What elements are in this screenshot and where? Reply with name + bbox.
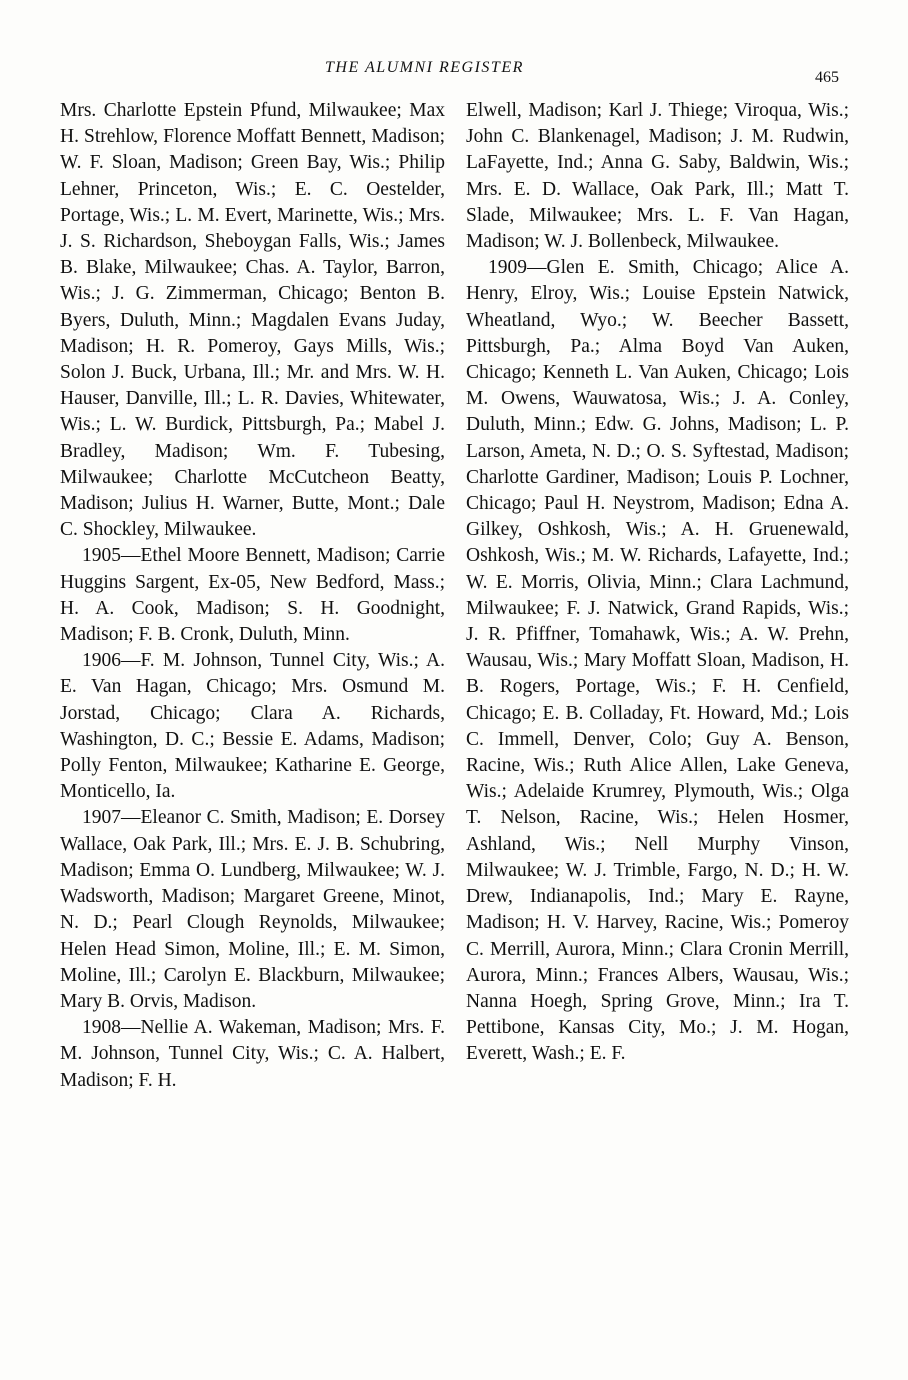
page-header [0,55,908,95]
paragraph-1907: 1907—Eleanor C. Smith, Madison; E. Dorsey Wallace, Oak Park, Ill.; Mrs. E. J. B. Schubring, Madison; Emma O. Lundberg, Milwaukee; W. J. Wadsworth, Madison; Margaret Greene, Minot, N. D.; Pearl Clough Reynolds, Milwaukee; Helen Head Simon, Moline, Ill.; E. M. Simon, Moline, Ill.; Carolyn E. Blackburn, Milwaukee; Mary B. Orvis, Madison. [60,807,445,1012]
paragraph-1906: 1906—F. M. Johnson, Tunnel City, Wis.; A. E. Van Hagan, Chicago; Mrs. Osmund M. Jorstad, Chicago; Clara A. Richards, Washington, D. C.; Bessie E. Adams, Madison; Polly Fenton, Milwaukee; Katharine E. George, Monticello, Ia. [60,650,445,803]
paragraph: Elwell, Madison; Karl J. Thiege; Viroqua, Wis.; John C. Blankenagel, Madison; J. M. Rudwin, LaFayette, Ind.; Anna G. Saby, Baldwin, Wis.; Mrs. E. D. Wallace, Oak Park, Ill.; Matt T. Slade, Milwaukee; Mrs. L. F. Van Hagan, Madison; W. J. Bollenbeck, Milwaukee. [466,100,849,253]
page-number: 465 [815,69,839,86]
paragraph-1908: 1908—Nellie A. Wakeman, Madison; Mrs. F. M. Johnson, Tunnel City, Wis.; C. A. Halbert, Madison; F. H. [60,1017,445,1091]
right-column [466,98,849,1068]
paragraph: Mrs. Charlotte Epstein Pfund, Milwaukee; Max H. Strehlow, Florence Moffatt Bennett, Madison; W. F. Sloan, Madison; Green Bay, Wis.; Philip Lehner, Princeton, Wis.; E. C. Oestelder, Portage, Wis.; L. M. Evert, Marinette, Wis.; Mrs. J. S. Richardson, Sheboygan Falls, Wis.; James B. Blake, Milwaukee; Chas. A. Taylor, Barron, Wis.; J. G. Zimmerman, Chicago; Benton B. Byers, Duluth, Minn.; Magdalen Evans Juday, Madison; H. R. Pomeroy, Gays Mills, Wis.; Solon J. Buck, Urbana, Ill.; Mr. and Mrs. W. H. Hauser, Danville, Ill.; L. R. Davies, Whitewater, Wis.; L. W. Burdick, Pittsburgh, Pa.; Mabel J. Bradley, Madison; Wm. F. Tubesing, Milwaukee; Charlotte McCutcheon Beatty, Madison; Julius H. Warner, Butte, Mont.; Dale C. Shockley, Milwaukee. [60,100,445,541]
left-column [60,98,445,1094]
paragraph-1905: 1905—Ethel Moore Bennett, Madison; Carrie Huggins Sargent, Ex-05, New Bedford, Mass.; H. A. Cook, Madison; S. H. Goodnight, Madison; F. B. Cronk, Duluth, Minn. [60,545,445,646]
running-title: THE ALUMNI REGISTER [325,59,524,76]
paragraph-1909: 1909—Glen E. Smith, Chicago; Alice A. Henry, Elroy, Wis.; Louise Epstein Natwick, Wheatland, Wyo.; W. Beecher Bassett, Pittsburgh, Pa.; Alma Boyd Van Auken, Chicago; Kenneth L. Van Auken, Chicago; Lois M. Owens, Wauwatosa, Wis.; J. A. Conley, Duluth, Minn.; Edw. G. Johns, Madison; L. P. Larson, Ameta, N. D.; O. S. Syftestad, Madison; Charlotte Gardiner, Madison; Louis P. Lochner, Chicago; Paul H. Neystrom, Madison; Edna A. Gilkey, Oshkosh, Wis.; A. H. Gruenewald, Oshkosh, Wis.; M. W. Richards, Lafayette, Ind.; W. E. Morris, Olivia, Minn.; Clara Lachmund, Milwaukee; F. J. Natwick, Grand Rapids, Wis.; J. R. Pfiffner, Tomahawk, Wis.; A. W. Prehn, Wausau, Wis.; Mary Moffatt Sloan, Madison, H. B. Rogers, Portage, Wis.; F. H. Cenfield, Chicago; E. B. Colladay, Ft. Howard, Md.; Lois C. Immell, Denver, Colo; Guy A. Benson, Racine, Wis.; Ruth Alice Allen, Lake Geneva, Wis.; Adelaide Krumrey, Plymouth, Wis.; Olga T. Nelson, Racine, Wis.; Helen Hosmer, Ashland, Wis.; Nell Murphy Vinson, Milwaukee; W. J. Trimble, Fargo, N. D.; H. W. Drew, Indianapolis, Ind.; Mary E. Rayne, Madison; H. V. Harvey, Racine, Wis.; Pomeroy C. Merrill, Aurora, Minn.; Clara Cronin Merrill, Aurora, Minn.; Frances Albers, Wausau, Wis.; Nanna Hoegh, Spring Grove, Minn.; Ira T. Pettibone, Kansas City, Mo.; J. M. Hogan, Everett, Wash.; E. F. [466,257,849,1065]
